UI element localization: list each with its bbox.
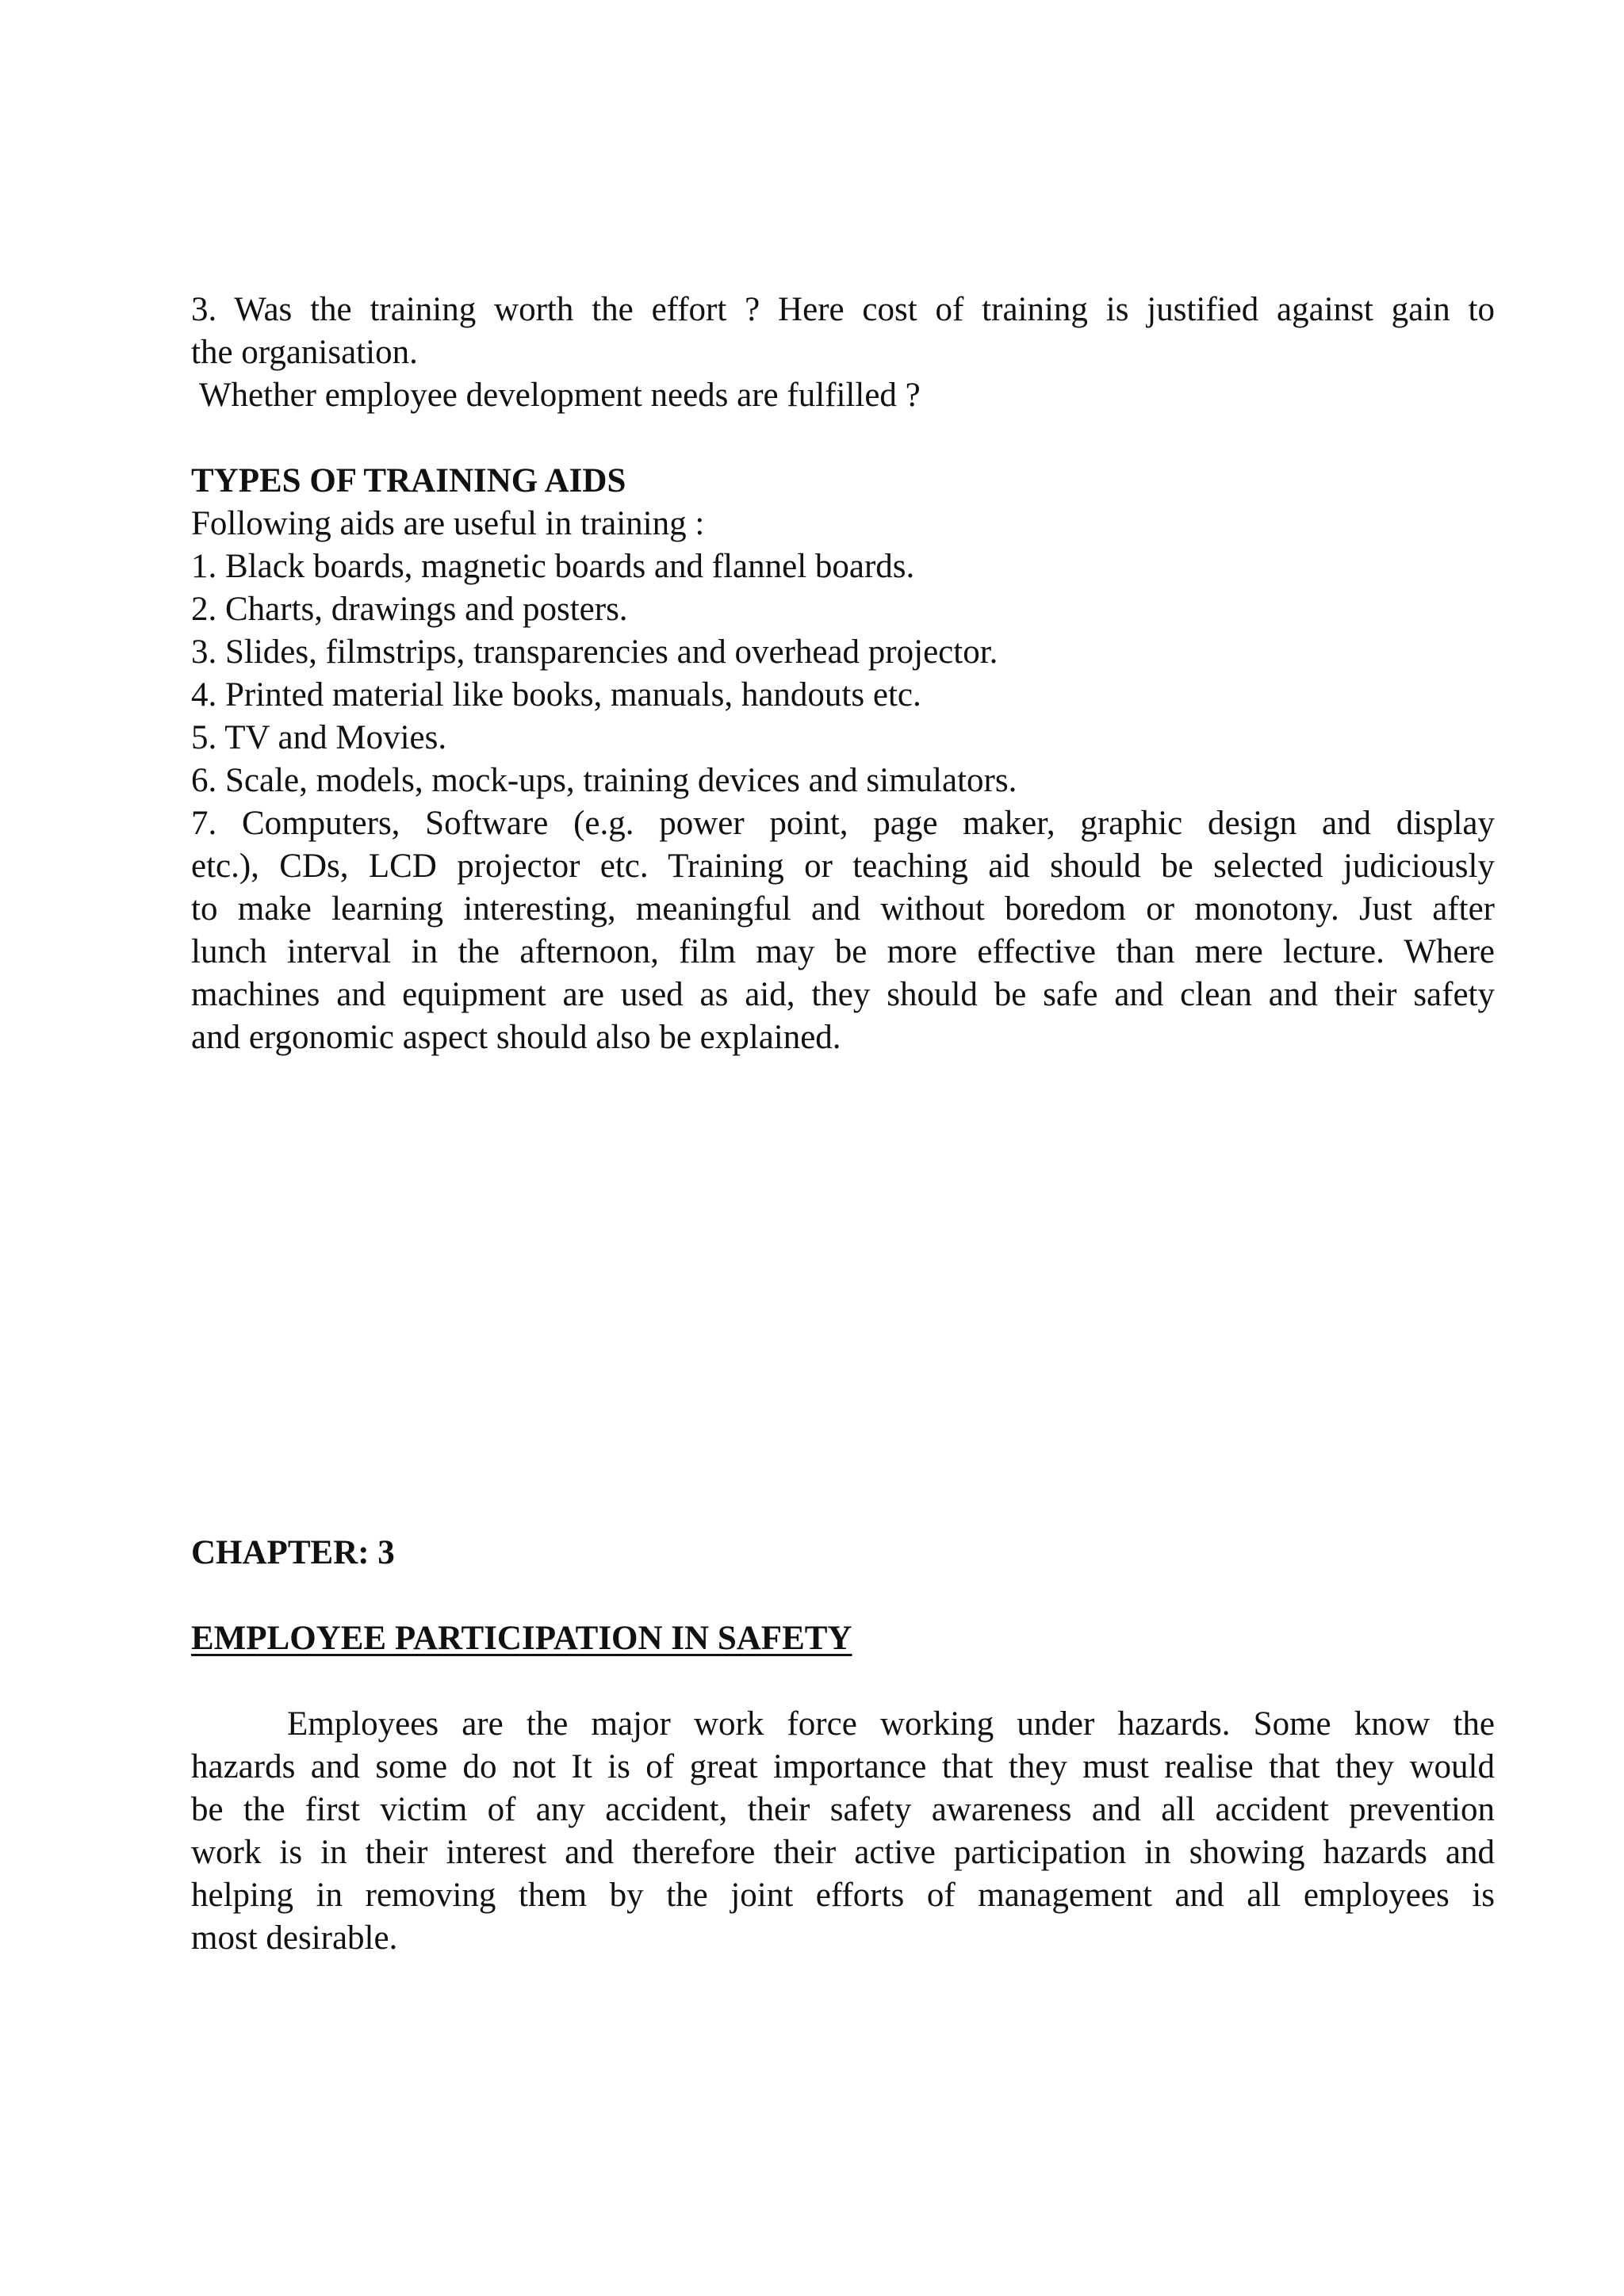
training-aid-item-7-line: lunch interval in the afternoon, film may be more effective than mere lecture. Where [191,933,1495,970]
chapter-title-block [191,1617,1495,1660]
training-aid-item: 3. Slides, filmstrips, transparencies and overhead projector. [191,633,998,671]
training-aid-item: 1. Black boards, magnetic boards and flannel boards. [191,548,915,585]
training-aid-item-7-line: etc.), CDs, LCD projector etc. Training or teaching aid should be selected judiciously [191,848,1495,885]
chapter-label-block [191,1532,1495,1575]
paragraph-line: hazards and some do not It is of great importance that they must realise that they would [191,1748,1495,1785]
chapter-title: EMPLOYEE PARTICIPATION IN SAFETY [191,1620,852,1657]
training-aid-item: 2. Charts, drawings and posters. [191,591,628,628]
training-aids-intro: Following aids are useful in training : [191,505,705,542]
paragraph-line: Employees are the major work force working under hazards. Some know the [287,1705,1495,1743]
training-aid-item: 4. Printed material like books, manuals, handouts etc. [191,676,921,714]
evaluation-block [191,289,1495,417]
training-aid-item-7-line: and ergonomic aspect should also be explained. [191,1019,841,1056]
paragraph-line: work is in their interest and therefore their active participation in showing hazards and [191,1834,1495,1871]
evaluation-item-3-line-1: 3. Was the training worth the effort ? Here cost of training is justified against gain to [191,291,1495,328]
chapter-label: CHAPTER: 3 [191,1534,395,1571]
paragraph-line: be the first victim of any accident, their safety awareness and all accident prevention [191,1791,1495,1828]
chapter-paragraph [191,1703,1495,1960]
training-aid-item: 5. TV and Movies. [191,719,447,756]
training-aid-item-7-line: to make learning interesting, meaningful and without boredom or monotony. Just after [191,890,1495,928]
training-aids-heading: TYPES OF TRAINING AIDS [191,462,626,499]
paragraph-line: most desirable. [191,1919,398,1957]
training-aid-item-7-line: 7. Computers, Software (e.g. power point, page maker, graphic design and display [191,805,1495,842]
training-aids-section [191,460,1495,1059]
training-aid-item-7-line: machines and equipment are used as aid, they should be safe and clean and their safety [191,976,1495,1013]
evaluation-item-3-line-3: Whether employee development needs are fulfilled ? [191,377,921,414]
evaluation-item-3-line-2: the organisation. [191,334,418,371]
training-aid-item: 6. Scale, models, mock-ups, training devices and simulators. [191,762,1017,799]
paragraph-line: helping in removing them by the joint efforts of management and all employees is [191,1877,1495,1914]
